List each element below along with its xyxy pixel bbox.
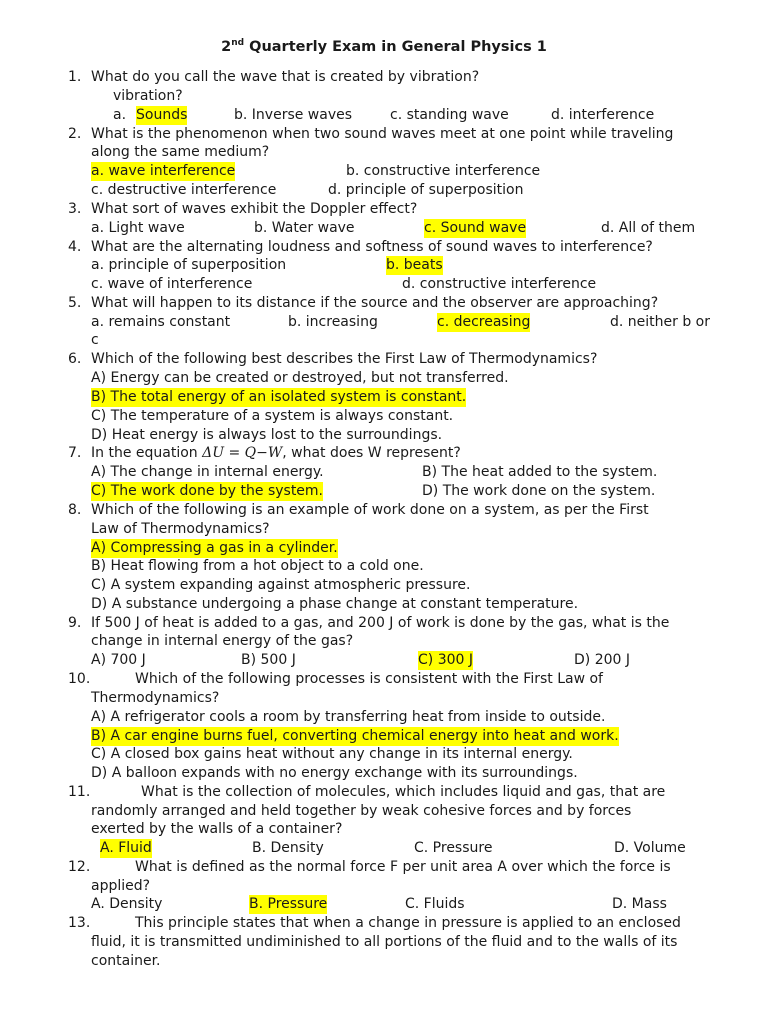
q12-option-d: D. Mass: [612, 896, 667, 912]
q12-option-c: C. Fluids: [405, 896, 465, 912]
q11-option-d: D. Volume: [614, 840, 686, 856]
q1-option-a-answer: Sounds: [136, 107, 188, 123]
q4-option-d: d. constructive interference: [402, 276, 597, 292]
q6-option-c: C) The temperature of a system is always constant.: [91, 408, 454, 424]
q11-option-b: B. Density: [252, 840, 324, 856]
q7-option-d: D) The work done on the system.: [422, 483, 656, 499]
q6-option-d: D) Heat energy is always lost to the surroundings.: [91, 427, 443, 443]
q7-option-b: B) The heat added to the system.: [422, 464, 658, 480]
q3-option-b: b. Water wave: [254, 220, 355, 236]
q10-option-d: D) A balloon expands with no energy exchange with its surroundings.: [91, 765, 578, 781]
q3-option-d: d. All of them: [601, 220, 696, 236]
q8-option-a-answer: A) Compressing a gas in a cylinder.: [91, 540, 338, 556]
q2-option-a-answer: a. wave interference: [91, 163, 236, 179]
q1-option-c: c. standing wave: [390, 107, 509, 123]
question-13-continuation-2: container.: [91, 953, 161, 969]
q2-option-d: d. principle of superposition: [328, 182, 524, 198]
q12-option-b-answer: B. Pressure: [249, 896, 328, 912]
q4-option-a: a. principle of superposition: [91, 257, 287, 273]
question-11-continuation-1: randomly arranged and held together by weak cohesive forces and by forces: [91, 803, 632, 819]
q5-option-d-wrap: c: [91, 332, 99, 348]
q6-option-b-answer: B) The total energy of an isolated system is constant.: [91, 389, 467, 405]
question-9-continuation: change in internal energy of the gas?: [91, 633, 354, 649]
question-1-continuation: vibration?: [113, 88, 183, 104]
question-8-continuation: Law of Thermodynamics?: [91, 521, 270, 537]
question-12-continuation: applied?: [91, 878, 151, 894]
question-2-continuation: along the same medium?: [91, 144, 270, 160]
q9-option-d: D) 200 J: [574, 652, 630, 668]
question-10-continuation: Thermodynamics?: [91, 690, 220, 706]
q11-option-c: C. Pressure: [414, 840, 493, 856]
q5-option-c-answer: c. decreasing: [437, 314, 531, 330]
q5-option-d: d. neither b or: [610, 314, 711, 330]
q8-option-c: C) A system expanding against atmospheric pressure.: [91, 577, 471, 593]
q1-option-b: b. Inverse waves: [234, 107, 353, 123]
q4-option-b-answer: b. beats: [386, 257, 443, 273]
q7-option-a: A) The change in internal energy.: [91, 464, 324, 480]
exam-title: 2nd Quarterly Exam in General Physics 1: [221, 38, 547, 55]
q2-option-b: b. constructive interference: [346, 163, 541, 179]
q8-option-d: D) A substance undergoing a phase change at constant temperature.: [91, 596, 579, 612]
q11-option-a-answer: A. Fluid: [100, 840, 152, 856]
q1-option-d: d. interference: [551, 107, 655, 123]
q4-option-c: c. wave of interference: [91, 276, 253, 292]
q9-option-b: B) 500 J: [241, 652, 296, 668]
q8-option-b: B) Heat flowing from a hot object to a cold one.: [91, 558, 424, 574]
equation: ΔU = Q−W: [202, 445, 283, 461]
q10-option-c: C) A closed box gains heat without any change in its internal energy.: [91, 746, 573, 762]
q10-option-b-answer: B) A car engine burns fuel, converting chemical energy into heat and work.: [91, 728, 619, 744]
q12-option-a: A. Density: [91, 896, 163, 912]
q6-option-a: A) Energy can be created or destroyed, but not transferred.: [91, 370, 509, 386]
q9-option-a: A) 700 J: [91, 652, 146, 668]
q3-option-a: a. Light wave: [91, 220, 185, 236]
question-13-continuation-1: fluid, it is transmitted undiminished to all portions of the fluid and to the walls of its: [91, 934, 678, 950]
q1-option-a-label: a.: [113, 107, 127, 123]
q9-option-c-answer: C) 300 J: [418, 652, 473, 668]
question-11-continuation-2: exerted by the walls of a container?: [91, 821, 343, 837]
q2-option-c: c. destructive interference: [91, 182, 277, 198]
q5-option-b: b. increasing: [288, 314, 378, 330]
q10-option-a: A) A refrigerator cools a room by transferring heat from inside to outside.: [91, 709, 606, 725]
q3-option-c-answer: c. Sound wave: [424, 220, 527, 236]
q5-option-a: a. remains constant: [91, 314, 231, 330]
q7-option-c-answer: C) The work done by the system.: [91, 483, 324, 499]
